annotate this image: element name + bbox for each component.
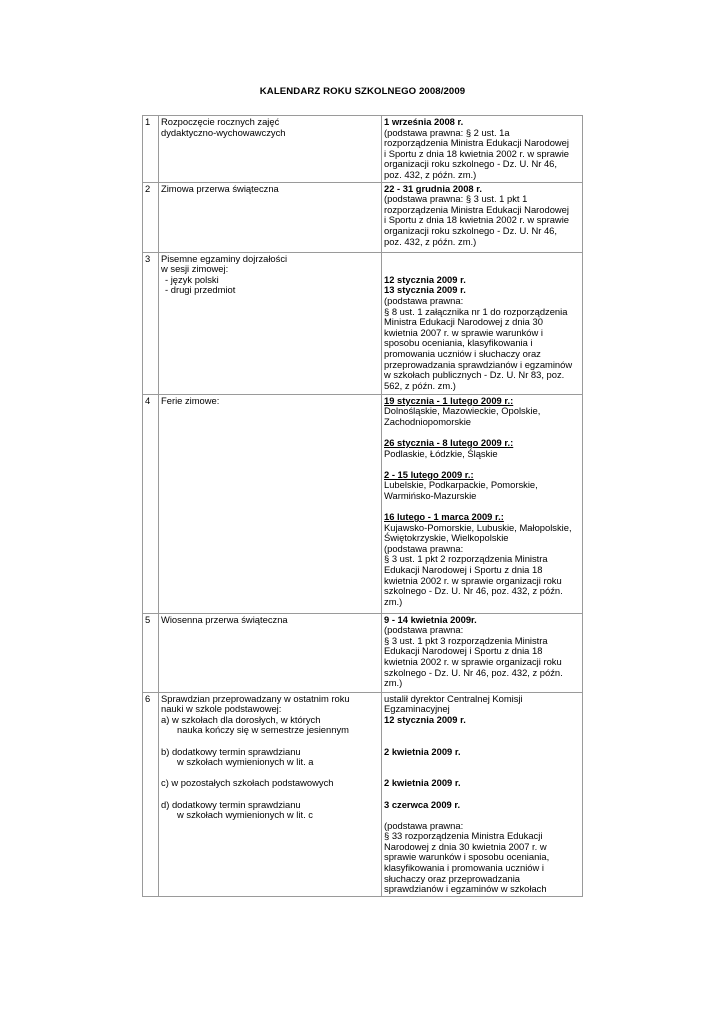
event-description: Zimowa przerwa świąteczna <box>159 182 382 252</box>
row-number: 5 <box>143 613 159 692</box>
table-row <box>143 394 583 613</box>
legal-basis: (podstawa prawna: § 3 ust. 1 pkt 3 rozporządzenia Ministra Edukacji Narodowej i Sportu z dnia 18 kwietnia 2002 r. w sprawie organizacji roku szkolnego - Dz. U. Nr 46, poz. 432, z późn. zm.) <box>384 624 563 689</box>
table-row <box>143 252 583 394</box>
event-date: 22 - 31 grudnia 2008 r. <box>384 182 482 194</box>
event-date: 19 stycznia - 1 lutego 2009 r.: <box>384 394 514 406</box>
event-date: 2 - 15 lutego 2009 r.: <box>384 468 474 480</box>
calendar-table <box>142 115 583 897</box>
legal-basis: (podstawa prawna: § 8 ust. 1 załącznika nr 1 do rozporządzenia Ministra Edukacji Narodowej z dnia 30 kwietnia 2007 r. w sprawie warunków i sposobu oceniania, klasyfikowania i promowania uczniów i słuchaczy oraz przeprowadzania sprawdzianów i egzaminów w szkołach publicznych - Dz. U. Nr 83, poz. 562, z późn. zm.) <box>384 294 573 391</box>
row-number: 3 <box>143 252 159 394</box>
event-date-info: 19 stycznia - 1 lutego 2009 r.: Dolnośląskie, Mazowieckie, Opolskie, Zachodniopomorskie 26 stycznia - 8 lutego 2009 r.: Podlaskie, Łódzkie, Śląskie 2 - 15 lutego 2009 r.: Lubelskie, Podkarpackie, Pomorskie, Warmińsko-Mazurskie 16 lutego - 1 marca 2009 r.: Kujawsko-Pomorskie, Lubuskie, Małopolskie, Świętokrzyskie, Wielkopolskie (podstawa prawna: § 3 ust. 1 pkt 2 rozporządzenia Ministra Edukacji Narodowej i Sportu z dnia 18 kwietnia 2002 r. w sprawie organizacji roku szkolnego - Dz. U. Nr 46, poz. 432, z późn. zm.) <box>382 394 583 613</box>
event-date: 16 lutego - 1 marca 2009 r.: <box>384 511 504 523</box>
table-row <box>143 182 583 252</box>
legal-basis: (podstawa prawna: § 2 ust. 1a rozporządzenia Ministra Edukacji Narodowej i Sportu z dnia 18 kwietnia 2002 r. w sprawie organizacji roku szkolnego - Dz. U. Nr 46, poz. 432, z późn. zm.) <box>384 126 569 180</box>
row-number: 1 <box>143 116 159 183</box>
event-description: Sprawdzian przeprowadzany w ostatnim roku nauki w szkole podstawowej: a) w szkołach dla dorosłych, w których nauka kończy się w semestrze jesiennym b) dodatkowy termin sprawdzianu w szkołach wymienionych w lit. a c) w pozostałych szkołach podstawowych d) dodatkowy termin sprawdzianu w szkołach wymienionych w lit. c <box>159 692 382 896</box>
event-date: 12 stycznia 2009 r. <box>384 273 466 285</box>
table-row <box>143 692 583 896</box>
event-date-info <box>382 116 583 183</box>
event-date: 9 - 14 kwietnia 2009r. <box>384 613 477 625</box>
event-date-info <box>382 252 583 394</box>
table-row <box>143 116 583 183</box>
event-description: Rozpoczęcie rocznych zajęć dydaktyczno-wychowawczych <box>159 116 382 183</box>
event-date-info <box>382 613 583 692</box>
document-title: KALENDARZ ROKU SZKOLNEGO 2008/2009 <box>259 86 466 97</box>
authority-note: ustalił dyrektor Centralnej Komisji <box>384 692 523 704</box>
event-date-info <box>382 182 583 252</box>
event-date-info: ustalił dyrektor Centralnej Komisji Egzaminacyjnej 12 stycznia 2009 r. 2 kwietnia 2009 r. 2 kwietnia 2009 r. 3 czerwca 2009 r. (podstawa prawna: § 33 rozporządzenia Ministra Edukacji Narodowej z dnia 30 kwietnia 2007 r. w sprawie warunków i sposobu oceniania, klasyfikowania i promowania uczniów i słuchaczy oraz przeprowadzania sprawdzianów i egzaminów w szkołach <box>382 692 583 896</box>
row-number: 6 <box>143 692 159 896</box>
event-date: 26 stycznia - 8 lutego 2009 r.: <box>384 436 514 448</box>
row-number: 2 <box>143 182 159 252</box>
event-description: Wiosenna przerwa świąteczna <box>159 613 382 692</box>
legal-basis: (podstawa prawna: § 3 ust. 1 pkt 1 rozporządzenia Ministra Edukacji Narodowej i Sportu z dnia 18 kwietnia 2002 r. w sprawie organizacji roku szkolnego - Dz. U. Nr 46, poz. 432, z późn. zm.) <box>384 193 569 247</box>
event-description: Ferie zimowe: <box>159 394 382 613</box>
event-date: 12 stycznia 2009 r. <box>384 713 466 725</box>
row-number: 4 <box>143 394 159 613</box>
event-date: 13 stycznia 2009 r. <box>384 284 466 296</box>
event-date: 2 kwietnia 2009 r. <box>384 777 461 789</box>
legal-basis: (podstawa prawna: § 33 rozporządzenia Ministra Edukacji Narodowej z dnia 30 kwietnia 2007 r. w sprawie warunków i sposobu oceniania, klasyfikowania i promowania uczniów i słuchaczy oraz przeprowadzania sprawdzianów i egzaminów w szkołach <box>384 819 550 895</box>
table-row <box>143 613 583 692</box>
event-description: Pisemne egzaminy dojrzałości w sesji zimowej: - język polski - drugi przedmiot <box>159 252 382 394</box>
event-date: 3 czerwca 2009 r. <box>384 798 461 810</box>
legal-basis: (podstawa prawna: § 3 ust. 1 pkt 2 rozporządzenia Ministra Edukacji Narodowej i Sportu z dnia 18 kwietnia 2002 r. w sprawie organizacji roku szkolnego - Dz. U. Nr 46, poz. 432, z późn. zm.) <box>384 542 563 607</box>
event-date: 1 września 2008 r. <box>384 116 464 127</box>
event-date: 2 kwietnia 2009 r. <box>384 745 461 757</box>
